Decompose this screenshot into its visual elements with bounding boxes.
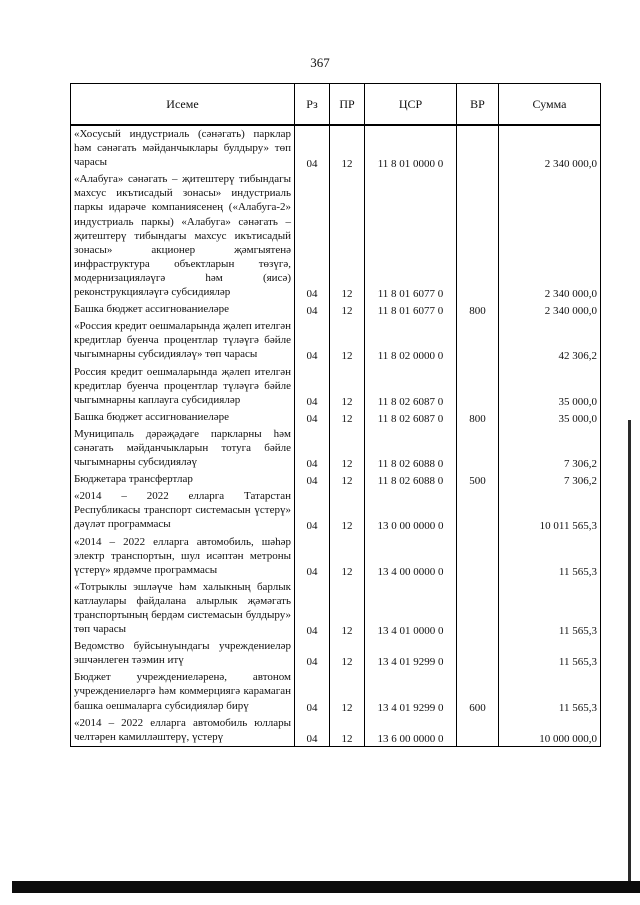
row-rz: 04	[295, 364, 330, 409]
row-sum: 7 306,2	[499, 471, 601, 488]
table-row	[71, 579, 601, 638]
row-pr: 12	[330, 318, 365, 363]
row-name: Башка бюджет ассигнованиеләре	[71, 409, 295, 426]
row-name: Бюджет учреждениеләренә, автоном учреждениеләргә һәм коммерциягә карамаган башка оешмаларга субсидияләр бирү	[71, 669, 295, 714]
row-pr: 12	[330, 488, 365, 533]
row-sum: 2 340 000,0	[499, 301, 601, 318]
header-sum: Сумма	[499, 84, 601, 126]
row-pr: 12	[330, 301, 365, 318]
row-sum: 10 011 565,3	[499, 488, 601, 533]
row-pr: 12	[330, 409, 365, 426]
table-row	[71, 488, 601, 533]
row-pr: 12	[330, 125, 365, 171]
table-row	[71, 426, 601, 471]
row-csr: 13 0 00 0000 0	[365, 488, 457, 533]
table-row	[71, 171, 601, 301]
row-vr	[457, 318, 499, 363]
row-rz: 04	[295, 669, 330, 714]
table-row	[71, 409, 601, 426]
row-sum: 35 000,0	[499, 364, 601, 409]
row-csr: 11 8 02 0000 0	[365, 318, 457, 363]
row-name: «Россия кредит оешмаларында җәлеп ителгән кредитлар буенча процентлар түләүгә бәйле чыгымнарны субсидияләү» төп чарасы	[71, 318, 295, 363]
row-rz: 04	[295, 318, 330, 363]
row-csr: 11 8 02 6088 0	[365, 471, 457, 488]
row-sum: 42 306,2	[499, 318, 601, 363]
row-csr: 13 4 01 9299 0	[365, 638, 457, 669]
row-pr: 12	[330, 669, 365, 714]
row-name: «2014 – 2022 елларга автомобиль юллары челтәрен камилләштерү, үстерү	[71, 715, 295, 747]
scan-bottom-edge	[12, 881, 640, 893]
row-sum: 11 565,3	[499, 669, 601, 714]
row-name: Бюджетара трансфертлар	[71, 471, 295, 488]
table-row	[71, 534, 601, 579]
row-csr: 13 4 00 0000 0	[365, 534, 457, 579]
header-rz: Рз	[295, 84, 330, 126]
row-name: «Хосусый индустриаль (сәнәгать) парклар һәм сәнәгать мәйданчыклары булдыру» төп чарасы	[71, 125, 295, 171]
table-row	[71, 669, 601, 714]
row-csr: 13 4 01 9299 0	[365, 669, 457, 714]
row-vr	[457, 364, 499, 409]
header-vr: ВР	[457, 84, 499, 126]
row-sum: 7 306,2	[499, 426, 601, 471]
row-pr: 12	[330, 534, 365, 579]
row-vr	[457, 125, 499, 171]
row-vr	[457, 171, 499, 301]
row-name: «Алабуга» сәнәгать – җитештерү тибындагы махсус икътисадый зонасы» индустриаль паркы идарәче компаниясенең («Алабуга-2» индустриаль паркы) «Алабуга» сәнәгать – җитештерү тибындагы махсус икътисадый зонасы» акционер җәмгыятенә инфраструктура объектларын төзүгә, модернизацияләүгә һәм (яисә) реконструкцияләүгә субсидияләр	[71, 171, 295, 301]
row-pr: 12	[330, 364, 365, 409]
row-csr: 11 8 01 6077 0	[365, 301, 457, 318]
row-csr: 11 8 02 6087 0	[365, 409, 457, 426]
row-rz: 04	[295, 715, 330, 747]
row-rz: 04	[295, 409, 330, 426]
row-pr: 12	[330, 471, 365, 488]
row-sum: 2 340 000,0	[499, 171, 601, 301]
row-sum: 11 565,3	[499, 579, 601, 638]
row-rz: 04	[295, 171, 330, 301]
header-csr: ЦСР	[365, 84, 457, 126]
row-csr: 11 8 01 6077 0	[365, 171, 457, 301]
table-row	[71, 364, 601, 409]
row-vr: 800	[457, 409, 499, 426]
row-rz: 04	[295, 488, 330, 533]
table-row	[71, 715, 601, 747]
row-rz: 04	[295, 426, 330, 471]
row-name: Ведомство буйсынуындагы учреждениеләр эшчәнлеген тәэмин итү	[71, 638, 295, 669]
header-pr: ПР	[330, 84, 365, 126]
row-rz: 04	[295, 471, 330, 488]
row-pr: 12	[330, 579, 365, 638]
row-name: «2014 – 2022 елларга автомобиль, шәһәр электр транспортын, шул исәптән метроны үстерү» ярдәмче программасы	[71, 534, 295, 579]
row-sum: 11 565,3	[499, 638, 601, 669]
row-sum: 35 000,0	[499, 409, 601, 426]
row-name: Муниципаль дәрәҗәдәге паркларны һәм сәнәгать мәйданчыкларын тотуга бәйле чыгымнарны субсидияләү	[71, 426, 295, 471]
row-name: «2014 – 2022 елларга Татарстан Республикасы транспорт системасын үстерү» дәүләт программасы	[71, 488, 295, 533]
row-vr: 800	[457, 301, 499, 318]
row-pr: 12	[330, 426, 365, 471]
table-header	[71, 84, 601, 126]
row-rz: 04	[295, 638, 330, 669]
row-csr: 11 8 01 0000 0	[365, 125, 457, 171]
row-vr	[457, 579, 499, 638]
table-body	[71, 125, 601, 746]
row-csr: 13 4 01 0000 0	[365, 579, 457, 638]
row-pr: 12	[330, 715, 365, 747]
table-row	[71, 318, 601, 363]
row-vr: 600	[457, 669, 499, 714]
row-rz: 04	[295, 301, 330, 318]
row-vr	[457, 488, 499, 533]
row-csr: 13 6 00 0000 0	[365, 715, 457, 747]
row-rz: 04	[295, 125, 330, 171]
scan-edge-line	[628, 420, 631, 890]
budget-table	[70, 83, 601, 747]
table-row	[71, 301, 601, 318]
row-vr	[457, 534, 499, 579]
row-pr: 12	[330, 171, 365, 301]
row-vr	[457, 426, 499, 471]
row-vr	[457, 715, 499, 747]
header-name: Исеме	[71, 84, 295, 126]
row-sum: 2 340 000,0	[499, 125, 601, 171]
row-sum: 10 000 000,0	[499, 715, 601, 747]
row-sum: 11 565,3	[499, 534, 601, 579]
row-vr: 500	[457, 471, 499, 488]
row-name: «Тотрыклы эшләүче һәм халыкның барлык катлаулары файдалана алырлык җәмәгать транспортының бердәм системасын булдыру» төп чарасы	[71, 579, 295, 638]
row-pr: 12	[330, 638, 365, 669]
row-csr: 11 8 02 6087 0	[365, 364, 457, 409]
page-number: 367	[310, 55, 330, 70]
row-csr: 11 8 02 6088 0	[365, 426, 457, 471]
table-row	[71, 638, 601, 669]
row-name: Башка бюджет ассигнованиеләре	[71, 301, 295, 318]
table-row	[71, 471, 601, 488]
row-rz: 04	[295, 579, 330, 638]
row-name: Россия кредит оешмаларында җәлеп ителгән кредитлар буенча процентлар түләүгә бәйле чыгымнарны каплауга субсидияләр	[71, 364, 295, 409]
row-vr	[457, 638, 499, 669]
row-rz: 04	[295, 534, 330, 579]
table-row	[71, 125, 601, 171]
